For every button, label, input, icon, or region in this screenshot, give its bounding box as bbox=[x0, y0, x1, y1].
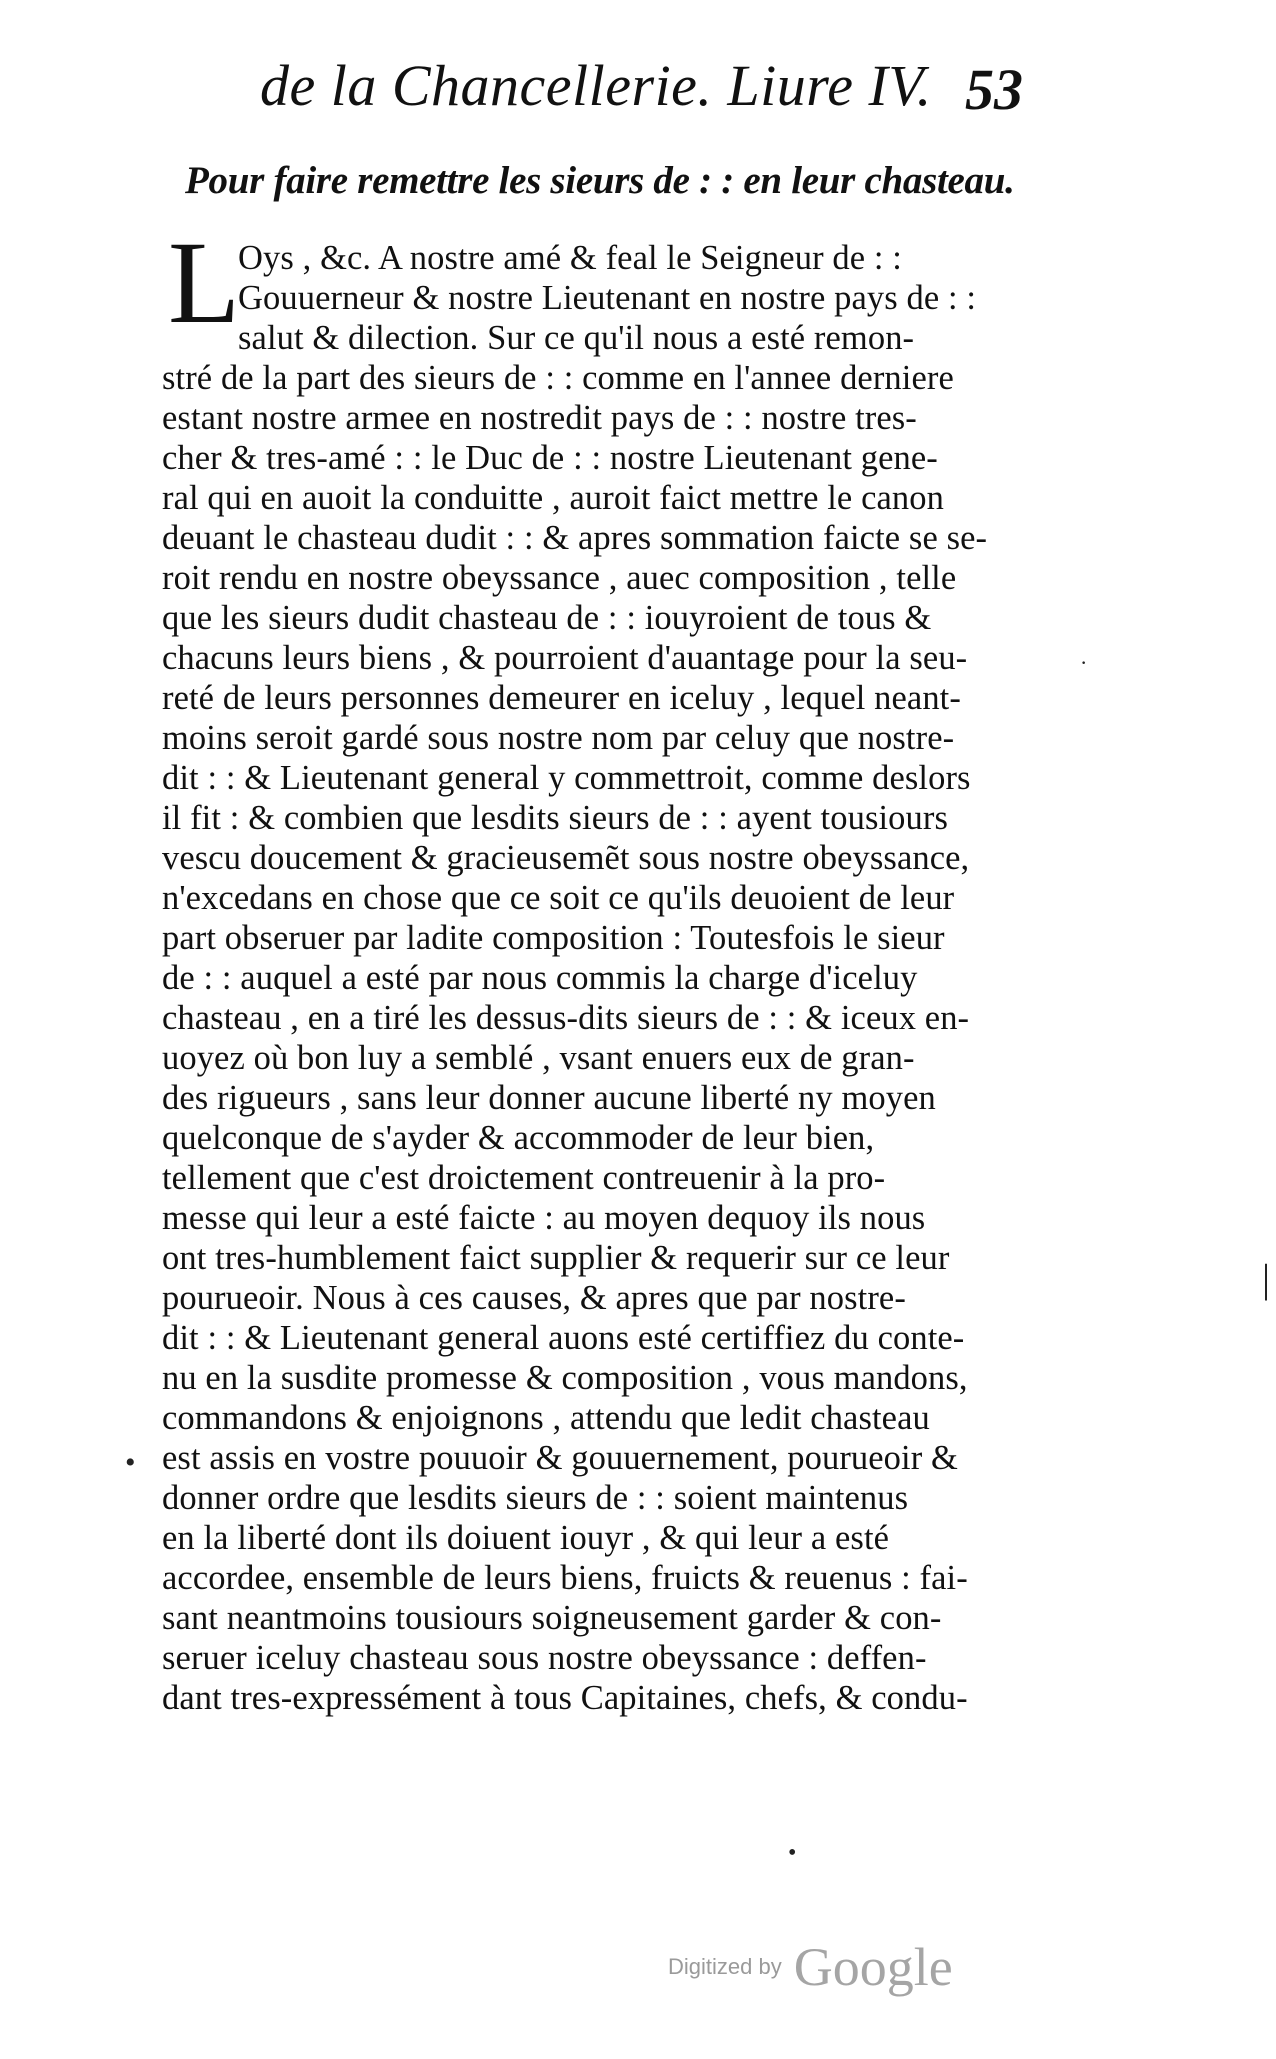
text-line: moins seroit gardé sous nostre nom par celuy que nostre- bbox=[162, 719, 955, 757]
text-line: chasteau , en a tiré les dessus-dits sieurs de : : & iceux en- bbox=[162, 999, 970, 1037]
text-line: pourueoir. Nous à ces causes, & apres que par nostre- bbox=[162, 1279, 906, 1317]
scan-speck: · bbox=[1080, 650, 1088, 675]
text-line: n'excedans en chose que ce soit ce qu'ils deuoient de leur bbox=[162, 879, 955, 917]
text-line: que les sieurs dudit chasteau de : : iouyroient de tous & bbox=[162, 599, 932, 637]
text-line: il fit : & combien que lesdits sieurs de : : ayent tousiours bbox=[162, 799, 948, 837]
text-line: Gouuerneur & nostre Lieutenant en nostre pays de : : bbox=[238, 279, 977, 317]
scan-speck: | bbox=[1262, 1256, 1271, 1301]
digitization-watermark bbox=[668, 1936, 953, 1998]
text-line: en la liberté dont ils doiuent iouyr , & qui leur a esté bbox=[162, 1519, 890, 1557]
text-line: chacuns leurs biens , & pourroient d'auantage pour la seu- bbox=[162, 639, 968, 677]
page-number: 53 bbox=[965, 57, 1023, 122]
section-heading: Pour faire remettre les sieurs de : : en leur chasteau. bbox=[185, 159, 1015, 202]
text-line: estant nostre armee en nostredit pays de : : nostre tres- bbox=[162, 399, 917, 437]
text-line: part obseruer par ladite composition : Toutesfois le sieur bbox=[162, 919, 945, 957]
drop-capital: L bbox=[168, 217, 241, 348]
text-line: quelconque de s'ayder & accommoder de leur bien, bbox=[162, 1119, 875, 1157]
running-head bbox=[260, 52, 1080, 142]
text-line: commandons & enjoignons , attendu que ledit chasteau bbox=[162, 1399, 930, 1437]
text-line: ont tres-humblement faict supplier & requerir sur ce leur bbox=[162, 1239, 950, 1277]
text-line: messe qui leur a esté faicte : au moyen dequoy ils nous bbox=[162, 1199, 926, 1237]
text-line: est assis en vostre pouuoir & gouuernement, pourueoir & bbox=[162, 1439, 958, 1477]
text-line: des rigueurs , sans leur donner aucune liberté ny moyen bbox=[162, 1079, 936, 1117]
text-line: dant tres-expressément à tous Capitaines, chefs, & condu- bbox=[162, 1679, 968, 1717]
text-line: deuant le chasteau dudit : : & apres sommation faicte se se- bbox=[162, 519, 988, 557]
text-line: stré de la part des sieurs de : : comme en l'annee derniere bbox=[162, 359, 954, 397]
text-line: reté de leurs personnes demeurer en iceluy , lequel neant- bbox=[162, 679, 961, 717]
text-line: donner ordre que lesdits sieurs de : : soient maintenus bbox=[162, 1479, 909, 1517]
text-line: nu en la susdite promesse & composition , vous mandons, bbox=[162, 1359, 968, 1397]
scan-speck: • bbox=[125, 1446, 136, 1479]
text-line: de : : auquel a esté par nous commis la charge d'iceluy bbox=[162, 959, 918, 997]
text-line: accordee, ensemble de leurs biens, fruicts & reuenus : fai- bbox=[162, 1559, 968, 1597]
text-line: seruer iceluy chasteau sous nostre obeyssance : deffen- bbox=[162, 1639, 927, 1677]
running-title: de la Chancellerie. Liure IV. bbox=[260, 53, 932, 118]
text-line: vescu doucement & gracieusemẽt sous nostre obeyssance, bbox=[162, 839, 970, 877]
text-line: uoyez où bon luy a semblé , vsant enuers eux de gran- bbox=[162, 1039, 915, 1077]
text-line: tellement que c'est droictement contreuenir à la pro- bbox=[162, 1159, 886, 1197]
text-line: dit : : & Lieutenant general y commettroit, comme deslors bbox=[162, 759, 971, 797]
scan-speck: • bbox=[788, 1840, 797, 1866]
text-line: ral qui en auoit la conduitte , auroit faict mettre le canon bbox=[162, 479, 944, 517]
text-line: cher & tres-amé : : le Duc de : : nostre Lieutenant gene- bbox=[162, 439, 938, 477]
text-line: dit : : & Lieutenant general auons esté certiffiez du conte- bbox=[162, 1319, 965, 1357]
text-line: sant neantmoins tousiours soigneusement garder & con- bbox=[162, 1599, 942, 1637]
text-line: roit rendu en nostre obeyssance , auec composition , telle bbox=[162, 559, 957, 597]
text-line: Oys , &c. A nostre amé & feal le Seigneur de : : bbox=[238, 239, 902, 277]
text-line: salut & dilection. Sur ce qu'il nous a esté remon- bbox=[238, 319, 915, 357]
google-logo: Google bbox=[793, 1937, 953, 1997]
watermark-prefix: Digitized by bbox=[668, 1954, 782, 1979]
